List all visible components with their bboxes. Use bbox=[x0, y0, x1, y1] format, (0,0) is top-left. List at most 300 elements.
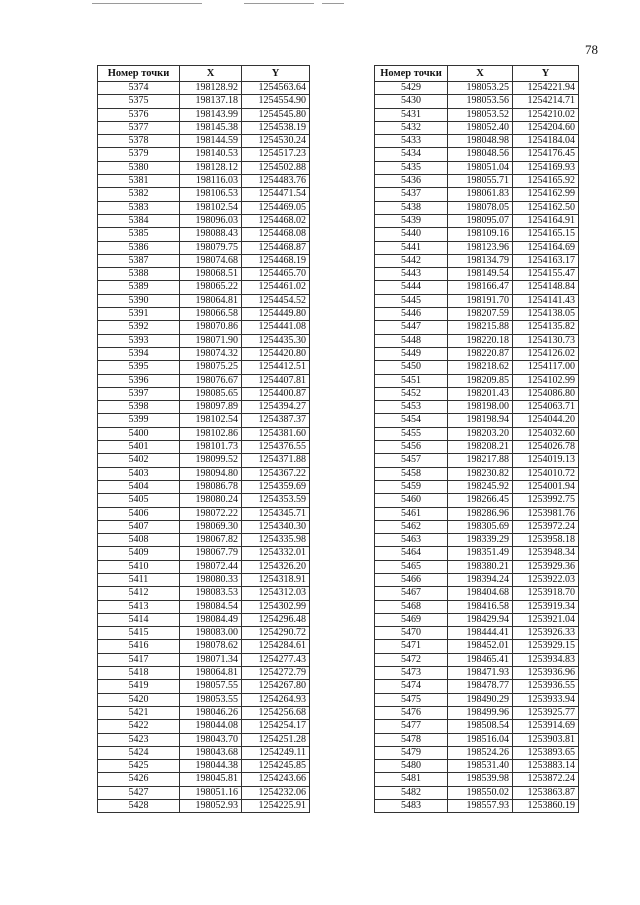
point-number-cell: 5470 bbox=[375, 627, 448, 640]
x-coordinate-cell: 198128.12 bbox=[180, 161, 242, 174]
y-coordinate-cell: 1254332.01 bbox=[242, 547, 310, 560]
table-row bbox=[98, 294, 310, 307]
table-row bbox=[98, 254, 310, 267]
point-number-cell: 5445 bbox=[375, 294, 448, 307]
point-number-cell: 5477 bbox=[375, 720, 448, 733]
y-coordinate-cell: 1254371.88 bbox=[242, 454, 310, 467]
table-row bbox=[98, 547, 310, 560]
y-coordinate-cell: 1254210.02 bbox=[513, 108, 579, 121]
table-row bbox=[375, 214, 579, 227]
table-header-row bbox=[375, 66, 579, 82]
table-row bbox=[375, 454, 579, 467]
point-number-cell: 5417 bbox=[98, 653, 180, 666]
point-number-cell: 5471 bbox=[375, 640, 448, 653]
table-row bbox=[98, 560, 310, 573]
y-coordinate-cell: 1254267.80 bbox=[242, 680, 310, 693]
table-row bbox=[375, 680, 579, 693]
point-number-cell: 5412 bbox=[98, 587, 180, 600]
x-coordinate-cell: 198550.02 bbox=[448, 786, 513, 799]
y-coordinate-cell: 1254483.76 bbox=[242, 175, 310, 188]
point-number-cell: 5473 bbox=[375, 667, 448, 680]
x-coordinate-cell: 198074.68 bbox=[180, 254, 242, 267]
table-row bbox=[98, 108, 310, 121]
table-row bbox=[98, 600, 310, 613]
x-coordinate-cell: 198444.41 bbox=[448, 627, 513, 640]
x-coordinate-cell: 198508.54 bbox=[448, 720, 513, 733]
x-coordinate-cell: 198044.38 bbox=[180, 760, 242, 773]
y-coordinate-cell: 1254538.19 bbox=[242, 121, 310, 134]
point-number-cell: 5398 bbox=[98, 401, 180, 414]
y-coordinate-cell: 1254302.99 bbox=[242, 600, 310, 613]
x-coordinate-cell: 198531.40 bbox=[448, 760, 513, 773]
table-row bbox=[98, 507, 310, 520]
point-number-cell: 5411 bbox=[98, 573, 180, 586]
x-coordinate-cell: 198053.52 bbox=[448, 108, 513, 121]
x-coordinate-cell: 198191.70 bbox=[448, 294, 513, 307]
table-row bbox=[98, 534, 310, 547]
table-row bbox=[375, 800, 579, 813]
x-coordinate-cell: 198220.18 bbox=[448, 334, 513, 347]
y-coordinate-cell: 1253972.24 bbox=[513, 520, 579, 533]
point-number-cell: 5441 bbox=[375, 241, 448, 254]
x-coordinate-cell: 198490.29 bbox=[448, 693, 513, 706]
y-coordinate-cell: 1253934.83 bbox=[513, 653, 579, 666]
x-coordinate-cell: 198198.00 bbox=[448, 401, 513, 414]
point-number-cell: 5420 bbox=[98, 693, 180, 706]
x-coordinate-cell: 198101.73 bbox=[180, 441, 242, 454]
x-coordinate-cell: 198057.55 bbox=[180, 680, 242, 693]
y-coordinate-cell: 1254502.88 bbox=[242, 161, 310, 174]
x-coordinate-cell: 198404.68 bbox=[448, 587, 513, 600]
y-coordinate-cell: 1254468.87 bbox=[242, 241, 310, 254]
table-row bbox=[375, 494, 579, 507]
point-number-cell: 5482 bbox=[375, 786, 448, 799]
x-coordinate-cell: 198075.25 bbox=[180, 361, 242, 374]
table-row bbox=[375, 706, 579, 719]
point-number-cell: 5399 bbox=[98, 414, 180, 427]
y-coordinate-cell: 1254232.06 bbox=[242, 786, 310, 799]
x-coordinate-cell: 198053.25 bbox=[448, 82, 513, 95]
table-row bbox=[98, 480, 310, 493]
x-coordinate-cell: 198053.56 bbox=[448, 95, 513, 108]
table-row bbox=[375, 347, 579, 360]
table-row bbox=[98, 800, 310, 813]
x-coordinate-cell: 198286.96 bbox=[448, 507, 513, 520]
x-coordinate-cell: 198043.68 bbox=[180, 746, 242, 759]
point-number-cell: 5468 bbox=[375, 600, 448, 613]
x-coordinate-cell: 198096.03 bbox=[180, 214, 242, 227]
y-coordinate-cell: 1253929.15 bbox=[513, 640, 579, 653]
x-coordinate-cell: 198102.54 bbox=[180, 414, 242, 427]
x-coordinate-cell: 198097.89 bbox=[180, 401, 242, 414]
point-number-cell: 5433 bbox=[375, 135, 448, 148]
point-number-cell: 5443 bbox=[375, 268, 448, 281]
x-coordinate-cell: 198208.21 bbox=[448, 441, 513, 454]
y-coordinate-cell: 1253936.55 bbox=[513, 680, 579, 693]
point-number-cell: 5457 bbox=[375, 454, 448, 467]
point-number-cell: 5404 bbox=[98, 480, 180, 493]
x-coordinate-cell: 198465.41 bbox=[448, 653, 513, 666]
table-row bbox=[375, 600, 579, 613]
table-row bbox=[375, 161, 579, 174]
y-coordinate-cell: 1254359.69 bbox=[242, 480, 310, 493]
table-row bbox=[375, 760, 579, 773]
point-number-cell: 5479 bbox=[375, 746, 448, 759]
table-row bbox=[375, 746, 579, 759]
point-number-cell: 5375 bbox=[98, 95, 180, 108]
point-number-cell: 5390 bbox=[98, 294, 180, 307]
table-row bbox=[375, 82, 579, 95]
x-coordinate-cell: 198145.38 bbox=[180, 121, 242, 134]
y-coordinate-cell: 1254471.54 bbox=[242, 188, 310, 201]
point-number-cell: 5408 bbox=[98, 534, 180, 547]
x-coordinate-cell: 198044.08 bbox=[180, 720, 242, 733]
scan-artifact-line bbox=[244, 3, 314, 4]
point-number-cell: 5386 bbox=[98, 241, 180, 254]
point-number-cell: 5461 bbox=[375, 507, 448, 520]
y-coordinate-cell: 1253929.36 bbox=[513, 560, 579, 573]
y-coordinate-cell: 1254318.91 bbox=[242, 573, 310, 586]
x-coordinate-cell: 198109.16 bbox=[448, 228, 513, 241]
table-row bbox=[375, 613, 579, 626]
table-row bbox=[98, 95, 310, 108]
point-number-cell: 5476 bbox=[375, 706, 448, 719]
y-coordinate-cell: 1254032.60 bbox=[513, 427, 579, 440]
table-row bbox=[375, 560, 579, 573]
y-coordinate-cell: 1254163.17 bbox=[513, 254, 579, 267]
x-coordinate-cell: 198074.32 bbox=[180, 347, 242, 360]
x-coordinate-cell: 198052.93 bbox=[180, 800, 242, 813]
table-row bbox=[375, 720, 579, 733]
table-row bbox=[375, 627, 579, 640]
table-row bbox=[375, 361, 579, 374]
x-coordinate-cell: 198064.81 bbox=[180, 667, 242, 680]
x-coordinate-cell: 198209.85 bbox=[448, 374, 513, 387]
y-coordinate-cell: 1254010.72 bbox=[513, 467, 579, 480]
table-row bbox=[98, 520, 310, 533]
x-coordinate-cell: 198048.98 bbox=[448, 135, 513, 148]
y-coordinate-cell: 1254400.87 bbox=[242, 387, 310, 400]
x-coordinate-cell: 198099.52 bbox=[180, 454, 242, 467]
table-row bbox=[98, 786, 310, 799]
y-coordinate-cell: 1254340.30 bbox=[242, 520, 310, 533]
table-row bbox=[375, 108, 579, 121]
x-coordinate-cell: 198071.34 bbox=[180, 653, 242, 666]
x-coordinate-cell: 198394.24 bbox=[448, 573, 513, 586]
table-row bbox=[375, 201, 579, 214]
table-row bbox=[98, 347, 310, 360]
table-row bbox=[375, 268, 579, 281]
y-coordinate-cell: 1254312.03 bbox=[242, 587, 310, 600]
point-number-cell: 5397 bbox=[98, 387, 180, 400]
table-row bbox=[375, 401, 579, 414]
y-coordinate-cell: 1253981.76 bbox=[513, 507, 579, 520]
column-header-y: Y bbox=[242, 66, 310, 82]
y-coordinate-cell: 1253933.94 bbox=[513, 693, 579, 706]
point-number-cell: 5425 bbox=[98, 760, 180, 773]
table-row bbox=[98, 587, 310, 600]
x-coordinate-cell: 198088.43 bbox=[180, 228, 242, 241]
y-coordinate-cell: 1254554.90 bbox=[242, 95, 310, 108]
y-coordinate-cell: 1254469.05 bbox=[242, 201, 310, 214]
y-coordinate-cell: 1253948.34 bbox=[513, 547, 579, 560]
table-row bbox=[98, 613, 310, 626]
x-coordinate-cell: 198452.01 bbox=[448, 640, 513, 653]
x-coordinate-cell: 198351.49 bbox=[448, 547, 513, 560]
point-number-cell: 5414 bbox=[98, 613, 180, 626]
table-row bbox=[375, 254, 579, 267]
point-number-cell: 5455 bbox=[375, 427, 448, 440]
y-coordinate-cell: 1254165.15 bbox=[513, 228, 579, 241]
y-coordinate-cell: 1254176.45 bbox=[513, 148, 579, 161]
x-coordinate-cell: 198076.67 bbox=[180, 374, 242, 387]
x-coordinate-cell: 198149.54 bbox=[448, 268, 513, 281]
x-coordinate-cell: 198069.30 bbox=[180, 520, 242, 533]
table-row bbox=[98, 441, 310, 454]
point-number-cell: 5419 bbox=[98, 680, 180, 693]
point-number-cell: 5429 bbox=[375, 82, 448, 95]
x-coordinate-cell: 198053.55 bbox=[180, 693, 242, 706]
table-row bbox=[98, 241, 310, 254]
point-number-cell: 5446 bbox=[375, 308, 448, 321]
x-coordinate-cell: 198524.26 bbox=[448, 746, 513, 759]
x-coordinate-cell: 198048.56 bbox=[448, 148, 513, 161]
table-row bbox=[375, 587, 579, 600]
column-header-x: X bbox=[448, 66, 513, 82]
y-coordinate-cell: 1254245.85 bbox=[242, 760, 310, 773]
y-coordinate-cell: 1254394.27 bbox=[242, 401, 310, 414]
table-row bbox=[98, 693, 310, 706]
table-row bbox=[375, 427, 579, 440]
table-row bbox=[375, 95, 579, 108]
point-number-cell: 5384 bbox=[98, 214, 180, 227]
point-number-cell: 5374 bbox=[98, 82, 180, 95]
y-coordinate-cell: 1254335.98 bbox=[242, 534, 310, 547]
y-coordinate-cell: 1253992.75 bbox=[513, 494, 579, 507]
point-number-cell: 5403 bbox=[98, 467, 180, 480]
y-coordinate-cell: 1254545.80 bbox=[242, 108, 310, 121]
table-row bbox=[98, 640, 310, 653]
table-row bbox=[375, 733, 579, 746]
point-number-cell: 5451 bbox=[375, 374, 448, 387]
y-coordinate-cell: 1254441.08 bbox=[242, 321, 310, 334]
table-row bbox=[375, 374, 579, 387]
y-coordinate-cell: 1254449.80 bbox=[242, 308, 310, 321]
y-coordinate-cell: 1253863.87 bbox=[513, 786, 579, 799]
point-number-cell: 5380 bbox=[98, 161, 180, 174]
y-coordinate-cell: 1253936.96 bbox=[513, 667, 579, 680]
y-coordinate-cell: 1254296.48 bbox=[242, 613, 310, 626]
table-row bbox=[98, 308, 310, 321]
x-coordinate-cell: 198071.90 bbox=[180, 334, 242, 347]
table-row bbox=[375, 547, 579, 560]
y-coordinate-cell: 1254387.37 bbox=[242, 414, 310, 427]
point-number-cell: 5444 bbox=[375, 281, 448, 294]
y-coordinate-cell: 1254256.68 bbox=[242, 706, 310, 719]
point-number-cell: 5480 bbox=[375, 760, 448, 773]
table-row bbox=[98, 268, 310, 281]
point-number-cell: 5413 bbox=[98, 600, 180, 613]
table-row bbox=[375, 228, 579, 241]
y-coordinate-cell: 1254254.17 bbox=[242, 720, 310, 733]
table-row bbox=[375, 308, 579, 321]
point-number-cell: 5454 bbox=[375, 414, 448, 427]
table-row bbox=[98, 374, 310, 387]
table-row bbox=[98, 201, 310, 214]
x-coordinate-cell: 198072.22 bbox=[180, 507, 242, 520]
x-coordinate-cell: 198266.45 bbox=[448, 494, 513, 507]
x-coordinate-cell: 198043.70 bbox=[180, 733, 242, 746]
x-coordinate-cell: 198140.53 bbox=[180, 148, 242, 161]
table-row bbox=[98, 135, 310, 148]
y-coordinate-cell: 1254563.64 bbox=[242, 82, 310, 95]
point-number-cell: 5385 bbox=[98, 228, 180, 241]
table-row bbox=[375, 786, 579, 799]
point-number-cell: 5459 bbox=[375, 480, 448, 493]
y-coordinate-cell: 1254164.69 bbox=[513, 241, 579, 254]
y-coordinate-cell: 1254264.93 bbox=[242, 693, 310, 706]
y-coordinate-cell: 1254468.19 bbox=[242, 254, 310, 267]
table-row bbox=[98, 680, 310, 693]
column-header-point: Номер точки bbox=[375, 66, 448, 82]
y-coordinate-cell: 1254468.08 bbox=[242, 228, 310, 241]
y-coordinate-cell: 1254214.71 bbox=[513, 95, 579, 108]
x-coordinate-cell: 198052.40 bbox=[448, 121, 513, 134]
table-header-row bbox=[98, 66, 310, 82]
point-number-cell: 5474 bbox=[375, 680, 448, 693]
x-coordinate-cell: 198557.93 bbox=[448, 800, 513, 813]
point-number-cell: 5418 bbox=[98, 667, 180, 680]
table-row bbox=[375, 241, 579, 254]
table-row bbox=[98, 228, 310, 241]
table-row bbox=[375, 573, 579, 586]
point-number-cell: 5406 bbox=[98, 507, 180, 520]
table-row bbox=[375, 135, 579, 148]
y-coordinate-cell: 1254530.24 bbox=[242, 135, 310, 148]
x-coordinate-cell: 198067.79 bbox=[180, 547, 242, 560]
x-coordinate-cell: 198429.94 bbox=[448, 613, 513, 626]
table-row bbox=[375, 520, 579, 533]
x-coordinate-cell: 198217.88 bbox=[448, 454, 513, 467]
table-row bbox=[375, 507, 579, 520]
table-row bbox=[375, 693, 579, 706]
scan-artifact-line bbox=[92, 3, 202, 4]
point-number-cell: 5393 bbox=[98, 334, 180, 347]
x-coordinate-cell: 198070.86 bbox=[180, 321, 242, 334]
table-row bbox=[375, 121, 579, 134]
table-row bbox=[375, 467, 579, 480]
x-coordinate-cell: 198094.80 bbox=[180, 467, 242, 480]
point-number-cell: 5389 bbox=[98, 281, 180, 294]
y-coordinate-cell: 1253922.03 bbox=[513, 573, 579, 586]
point-number-cell: 5391 bbox=[98, 308, 180, 321]
x-coordinate-cell: 198380.21 bbox=[448, 560, 513, 573]
table-row bbox=[98, 334, 310, 347]
y-coordinate-cell: 1253926.33 bbox=[513, 627, 579, 640]
y-coordinate-cell: 1254367.22 bbox=[242, 467, 310, 480]
y-coordinate-cell: 1253893.65 bbox=[513, 746, 579, 759]
y-coordinate-cell: 1254141.43 bbox=[513, 294, 579, 307]
x-coordinate-cell: 198084.49 bbox=[180, 613, 242, 626]
point-number-cell: 5478 bbox=[375, 733, 448, 746]
point-number-cell: 5438 bbox=[375, 201, 448, 214]
y-coordinate-cell: 1254138.05 bbox=[513, 308, 579, 321]
y-coordinate-cell: 1254277.43 bbox=[242, 653, 310, 666]
point-number-cell: 5469 bbox=[375, 613, 448, 626]
table-row bbox=[98, 281, 310, 294]
table-row bbox=[375, 334, 579, 347]
point-number-cell: 5395 bbox=[98, 361, 180, 374]
y-coordinate-cell: 1253958.18 bbox=[513, 534, 579, 547]
point-number-cell: 5452 bbox=[375, 387, 448, 400]
y-coordinate-cell: 1254454.52 bbox=[242, 294, 310, 307]
table-row bbox=[375, 441, 579, 454]
column-header-x: X bbox=[180, 66, 242, 82]
x-coordinate-cell: 198203.20 bbox=[448, 427, 513, 440]
point-number-cell: 5436 bbox=[375, 175, 448, 188]
table-row bbox=[98, 467, 310, 480]
x-coordinate-cell: 198083.53 bbox=[180, 587, 242, 600]
page-number: 78 bbox=[585, 42, 598, 57]
table-row bbox=[98, 188, 310, 201]
point-number-cell: 5422 bbox=[98, 720, 180, 733]
table-row bbox=[375, 387, 579, 400]
point-number-cell: 5483 bbox=[375, 800, 448, 813]
point-number-cell: 5467 bbox=[375, 587, 448, 600]
x-coordinate-cell: 198065.22 bbox=[180, 281, 242, 294]
x-coordinate-cell: 198061.83 bbox=[448, 188, 513, 201]
table-row bbox=[375, 321, 579, 334]
point-number-cell: 5381 bbox=[98, 175, 180, 188]
point-number-cell: 5427 bbox=[98, 786, 180, 799]
y-coordinate-cell: 1253919.34 bbox=[513, 600, 579, 613]
x-coordinate-cell: 198078.62 bbox=[180, 640, 242, 653]
y-coordinate-cell: 1254243.66 bbox=[242, 773, 310, 786]
y-coordinate-cell: 1254251.28 bbox=[242, 733, 310, 746]
x-coordinate-cell: 198064.81 bbox=[180, 294, 242, 307]
table-row bbox=[98, 653, 310, 666]
y-coordinate-cell: 1254225.91 bbox=[242, 800, 310, 813]
x-coordinate-cell: 198478.77 bbox=[448, 680, 513, 693]
x-coordinate-cell: 198144.59 bbox=[180, 135, 242, 148]
y-coordinate-cell: 1254184.04 bbox=[513, 135, 579, 148]
y-coordinate-cell: 1253914.69 bbox=[513, 720, 579, 733]
point-number-cell: 5475 bbox=[375, 693, 448, 706]
y-coordinate-cell: 1254326.20 bbox=[242, 560, 310, 573]
y-coordinate-cell: 1254164.91 bbox=[513, 214, 579, 227]
y-coordinate-cell: 1254165.92 bbox=[513, 175, 579, 188]
x-coordinate-cell: 198516.04 bbox=[448, 733, 513, 746]
scan-artifact-line bbox=[322, 3, 344, 4]
x-coordinate-cell: 198305.69 bbox=[448, 520, 513, 533]
y-coordinate-cell: 1253921.04 bbox=[513, 613, 579, 626]
point-number-cell: 5472 bbox=[375, 653, 448, 666]
point-number-cell: 5382 bbox=[98, 188, 180, 201]
table-row bbox=[98, 82, 310, 95]
table-row bbox=[375, 414, 579, 427]
point-number-cell: 5430 bbox=[375, 95, 448, 108]
table-row bbox=[98, 361, 310, 374]
point-number-cell: 5424 bbox=[98, 746, 180, 759]
x-coordinate-cell: 198218.62 bbox=[448, 361, 513, 374]
x-coordinate-cell: 198539.98 bbox=[448, 773, 513, 786]
table-row bbox=[98, 148, 310, 161]
point-number-cell: 5440 bbox=[375, 228, 448, 241]
y-coordinate-cell: 1253860.19 bbox=[513, 800, 579, 813]
y-coordinate-cell: 1254407.81 bbox=[242, 374, 310, 387]
point-number-cell: 5465 bbox=[375, 560, 448, 573]
point-number-cell: 5449 bbox=[375, 347, 448, 360]
